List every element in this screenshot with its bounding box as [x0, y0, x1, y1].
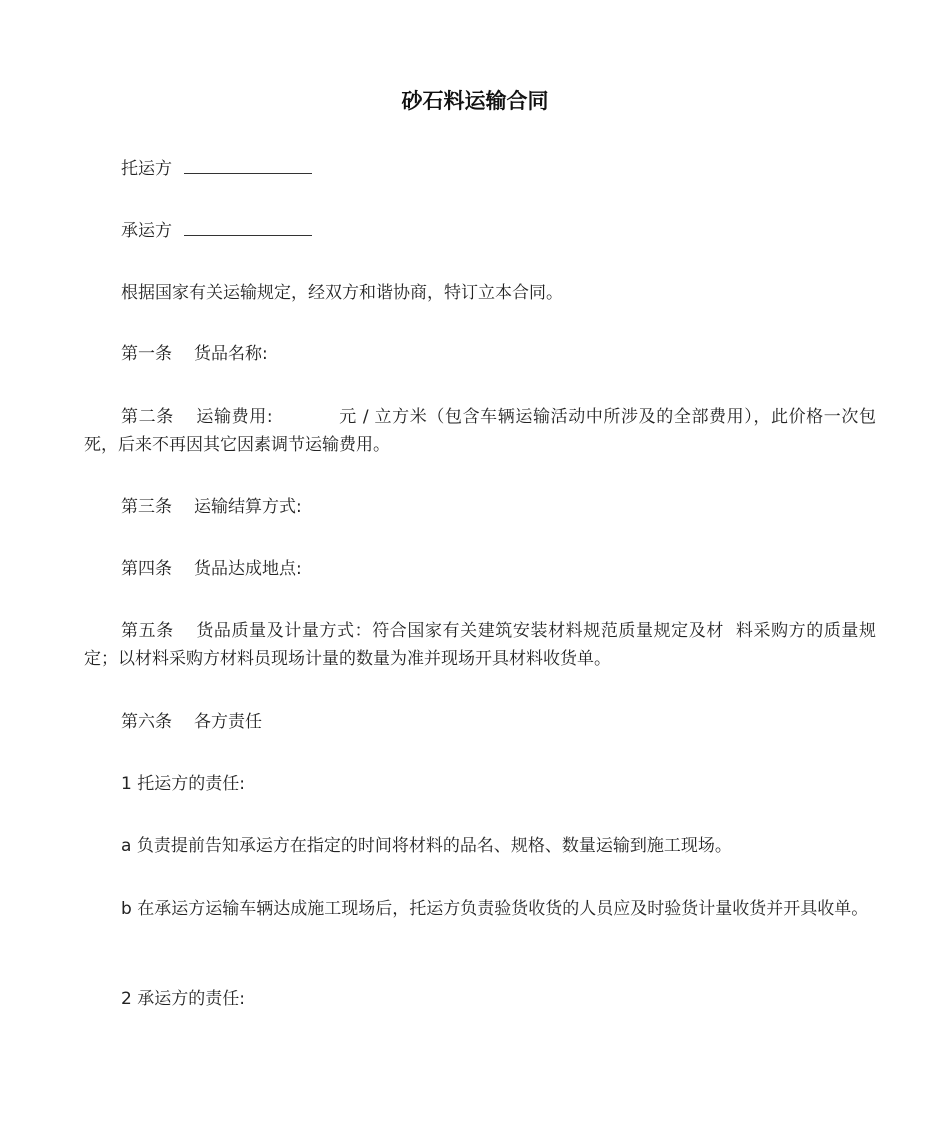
carrier-responsibility-heading: 2 承运方的责任: [121, 989, 245, 1009]
shipper-responsibility-b: b 在承运方运输车辆达成施工现场后，托运方负责验货收货的人员应及时验货计量收货并开具收单。 [121, 899, 869, 919]
article-1-text: 货品名称: [194, 344, 268, 364]
article-2-label: 运输费用: [195, 407, 273, 427]
carrier-field [84, 217, 876, 245]
article-6-text: 各方责任 [194, 712, 262, 732]
intro-paragraph: 根据国家有关运输规定，经双方和谐协商，特订立本合同。 [121, 283, 563, 303]
carrier-blank-line [184, 217, 312, 236]
article-3-number: 第三条 [121, 497, 172, 517]
article-5-text: 货品质量及计量方式：符合国家有关建筑安装材料规范质量规定及材 料采购方的质量规定；以材料采购方材料员现场计量的数量为准并现场开具材料收货单。 [84, 621, 877, 669]
shipper-label: 托运方 [121, 159, 172, 179]
article-3 [84, 493, 876, 521]
shipper-responsibility-a: a 负责提前告知承运方在指定的时间将材料的品名、规格、数量运输到施工现场。 [121, 836, 732, 856]
carrier-label: 承运方 [121, 221, 172, 241]
article-5-number: 第五条 [121, 621, 174, 641]
shipper-responsibility-heading: 1 托运方的责任: [121, 774, 245, 794]
article-1 [84, 340, 876, 368]
shipper-field [84, 155, 876, 183]
article-2 [84, 403, 876, 459]
article-5 [84, 617, 876, 673]
shipper-blank-line [184, 155, 312, 174]
article-6-number: 第六条 [121, 712, 172, 732]
article-6 [84, 708, 876, 736]
document-title: 砂石料运输合同 [401, 89, 549, 113]
article-4 [84, 555, 876, 583]
article-2-number: 第二条 [121, 407, 174, 427]
article-1-number: 第一条 [121, 344, 172, 364]
article-2-text: 元 / 立方米（包含车辆运输活动中所涉及的全部费用），此价格一次包死，后来不再因其它因素调节运输费用。 [84, 407, 877, 455]
article-4-number: 第四条 [121, 559, 172, 579]
article-4-text: 货品达成地点: [194, 559, 302, 579]
article-3-text: 运输结算方式: [194, 497, 302, 517]
